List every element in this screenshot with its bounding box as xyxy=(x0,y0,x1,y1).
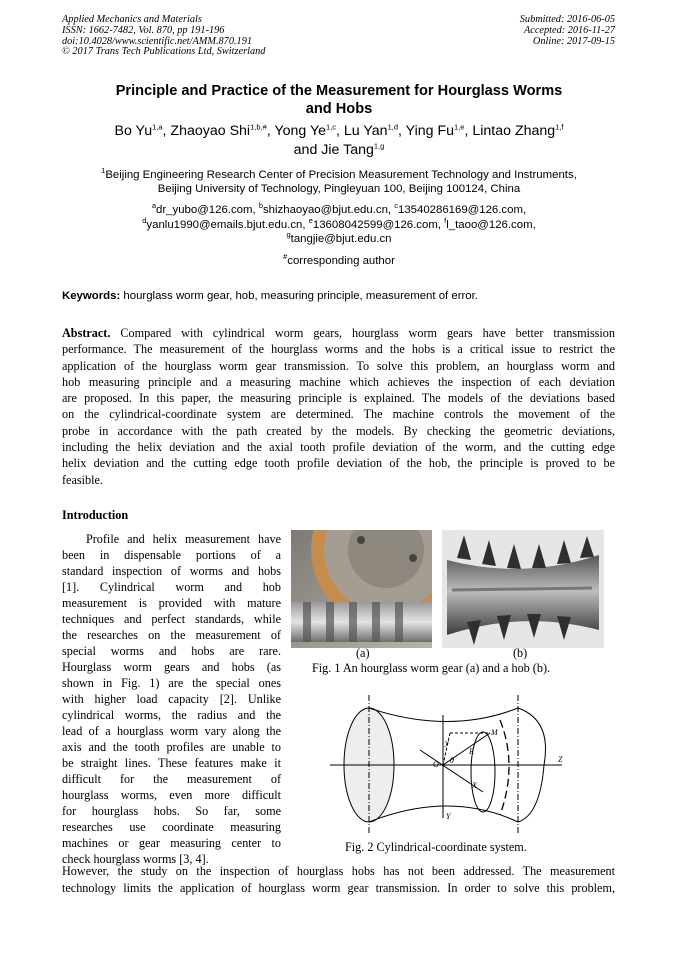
author-sup: 1,e xyxy=(454,122,465,132)
worm-gear-photo xyxy=(291,530,432,648)
author-and: and xyxy=(293,142,318,158)
theta-label: θ xyxy=(450,756,454,765)
text-line: lead of a hourglass worm vary along the xyxy=(62,724,281,738)
hob-photo xyxy=(442,530,604,648)
email-sup: g xyxy=(286,230,291,240)
text-line: been in dispensable portions of a xyxy=(62,548,281,562)
journal-name: Applied Mechanics and Materials xyxy=(62,14,202,25)
fig1b-label: (b) xyxy=(513,646,528,660)
fig1-caption: Fig. 1 An hourglass worm gear (a) and a hob (b). xyxy=(312,661,551,675)
email-link[interactable]: 13540286169@126.com xyxy=(398,204,523,216)
affil-line: Beijing Engineering Research Center of Precision Measurement Technology and Instruments, xyxy=(105,169,577,181)
keywords-label: Keywords: xyxy=(62,290,121,302)
text-line: Hourglass worm gears and hobs (as xyxy=(62,660,281,674)
text-line: special worms and hobs are rare. xyxy=(62,644,281,658)
affiliation xyxy=(40,168,638,196)
y-axis-label: Y xyxy=(446,812,451,821)
dates xyxy=(520,15,615,47)
radius-label: R xyxy=(469,747,474,756)
text-line: helix deviation and the cutting edge tooth profile deviation of the hob, the principle is proved to be xyxy=(62,456,615,471)
author-name: Ying Fu xyxy=(405,123,455,139)
email-sup: f xyxy=(444,215,447,225)
text-line: hob measuring principle and a measuring machine which achieves the inspection of each deviation xyxy=(62,374,615,389)
copyright: © 2017 Trans Tech Publications Ltd, Switzerland xyxy=(62,46,266,58)
author-sup: 1,f xyxy=(555,122,564,132)
email-sup: d xyxy=(142,215,147,225)
abstract xyxy=(62,325,615,488)
author-name: Lu Yan xyxy=(343,123,388,139)
affil-line: Beijing University of Technology, Pingleyuan 100, Beijing 100124, China xyxy=(157,183,521,195)
text-line: [1]. Cylindrical worm and hob xyxy=(62,580,281,594)
author-sup: 1,a xyxy=(152,122,163,132)
text-line: machines or gear measuring center to xyxy=(62,836,281,850)
intro-column-text xyxy=(62,531,281,867)
text-line: technology limits the application of hourglass worm gear transmission. In order to solve this problem, xyxy=(62,880,615,895)
email-sup: a xyxy=(151,201,157,211)
text-line: cylindrical worms, the radius and the xyxy=(62,708,281,722)
title-line: Principle and Practice of the Measurement for Hourglass Worms xyxy=(115,83,563,99)
title-line: and Hobs xyxy=(305,101,373,117)
text-line: However, the study on the inspection of hourglass hobs has not been addressed. The measurement xyxy=(62,864,615,878)
text-line: application of the hourglass worm gear transmission. To solve this problem, an hourglass worm and xyxy=(62,358,615,373)
text-line: hourglass worms, even more difficult xyxy=(62,788,281,802)
email-sup: e xyxy=(308,215,313,225)
affil-sup: 1 xyxy=(101,166,106,176)
author-name: Zhaoyao Shi xyxy=(170,123,251,139)
author-sup: 1,b,# xyxy=(250,122,267,132)
accepted-date: Accepted: 2016-11-27 xyxy=(523,24,615,36)
abstract-label: Abstract. xyxy=(62,326,111,340)
text-line: be straight lines. These features make it xyxy=(62,756,281,770)
email-link[interactable]: yanlu1990@emails.bjut.edu.cn xyxy=(146,218,303,231)
email-list: $^a$dr_yubo@126.com, $^b$shizhaoyao@bjut.edu.cn, $^c$13540286169@126.com, $^d$yanlu1990@emails.bjut.edu.cn, $^e$13608042599@126.com, $^f$l_taoo@126.com, $^g$tangjie@bjut.edu.cn xyxy=(142,201,536,245)
email-link[interactable]: dr_yubo@126.com xyxy=(156,204,253,216)
author-name: Lintao Zhang xyxy=(472,123,556,139)
intro-full-width-text xyxy=(62,863,615,896)
x-axis-label: X xyxy=(472,781,477,790)
paper-title xyxy=(40,82,638,118)
keywords-text: hourglass worm gear, hob, measuring principle, measurement of error. xyxy=(120,290,478,302)
author-name: Jie Tang xyxy=(321,142,374,158)
text-line: researches use coordinate measuring xyxy=(62,820,281,834)
submitted-date: Submitted: 2016-06-05 xyxy=(519,14,615,25)
author-name: Bo Yu xyxy=(114,123,153,139)
email-sup: c xyxy=(394,201,398,211)
text-line: Profile and helix measurement have xyxy=(62,532,281,546)
issn: ISSN: 1662-7482, Vol. 870, pp 191-196 xyxy=(62,24,225,36)
text-line: axis and the tooth profiles are unable to xyxy=(62,740,281,754)
author-sup: 1,g xyxy=(373,141,385,151)
author-sup: 1,d xyxy=(387,122,398,132)
doi: doi:10.4028/www.scientific.net/AMM.870.191 xyxy=(62,35,252,47)
text-line: difficult for the measurement of xyxy=(62,772,281,786)
text-line: performance. The measurement of the hourglass worms and the hobs is a critical issue to restrict the xyxy=(62,342,615,357)
text-line: probe in accordance with the path created by the models. By checking the geometric deviations, xyxy=(62,423,615,438)
fig2-caption: Fig. 2 Cylindrical-coordinate system. xyxy=(345,840,527,854)
text-line: with higher load capacity [2]. Unlike xyxy=(62,692,281,706)
author-list: Bo Yu$^{1,a}$, Zhaoyao Shi$^{1,b,\#}$, Yong Ye$^{1,c}$, Lu Yan$^{1,d}$, Ying Fu$^{1,e}$, Lintao Zhang$^{1,f}$ and Jie Tang$^{1,g}$ xyxy=(114,122,564,158)
text-line: for hourglass hobs. So far, some xyxy=(62,804,281,818)
text-line: standard inspection of worms and hobs xyxy=(62,564,281,578)
text-line: check hourglass worms [3, 4]. xyxy=(62,852,209,866)
keywords xyxy=(62,290,478,302)
text-line: Compared with cylindrical worm gears, hourglass worm gears have better transmission xyxy=(110,326,615,340)
email-link[interactable]: l_taoo@126.com xyxy=(446,218,533,231)
text-line: techniques and perfect standards, while xyxy=(62,612,281,626)
corr-sup: # xyxy=(283,252,288,262)
text-line: are proposed. In this paper, the measuring principle is explained. The models of the deviations based xyxy=(62,391,615,406)
email-link[interactable]: shizhaoyao@bjut.edu.cn xyxy=(262,204,388,216)
point-m-label: M xyxy=(491,728,498,737)
author-name: Yong Ye xyxy=(274,123,326,139)
email-sup: b xyxy=(258,201,263,211)
origin-label: O xyxy=(433,760,439,769)
fig1a-label: (a) xyxy=(356,646,370,660)
text-line: feasible. xyxy=(62,472,103,487)
email-link[interactable]: tangjie@bjut.edu.cn xyxy=(290,233,392,245)
text-line: shown in Fig. 1) are the special ones xyxy=(62,676,281,690)
y-small-label: y xyxy=(445,738,449,747)
corr-text: corresponding author xyxy=(287,255,395,267)
z-axis-label: Z xyxy=(558,755,563,764)
email-link[interactable]: 13608042599@126.com xyxy=(312,218,438,231)
cylindrical-coordinate-diagram xyxy=(290,690,580,840)
online-date: Online: 2017-09-15 xyxy=(532,35,615,47)
text-line: the researches on the measurement of xyxy=(62,628,281,642)
author-sup: 1,c xyxy=(326,122,337,132)
text-line: on the cylindrical-coordinate system are determined. The machine controls the movement of the xyxy=(62,407,615,422)
section-heading: Introduction xyxy=(62,508,129,522)
corresponding-note xyxy=(40,252,638,267)
journal-info xyxy=(62,15,265,58)
text-line: including the helix deviation and the axial tooth profile deviation of the worm, and the cutting edge xyxy=(62,440,615,455)
text-line: measurement is provided with mature xyxy=(62,596,281,610)
